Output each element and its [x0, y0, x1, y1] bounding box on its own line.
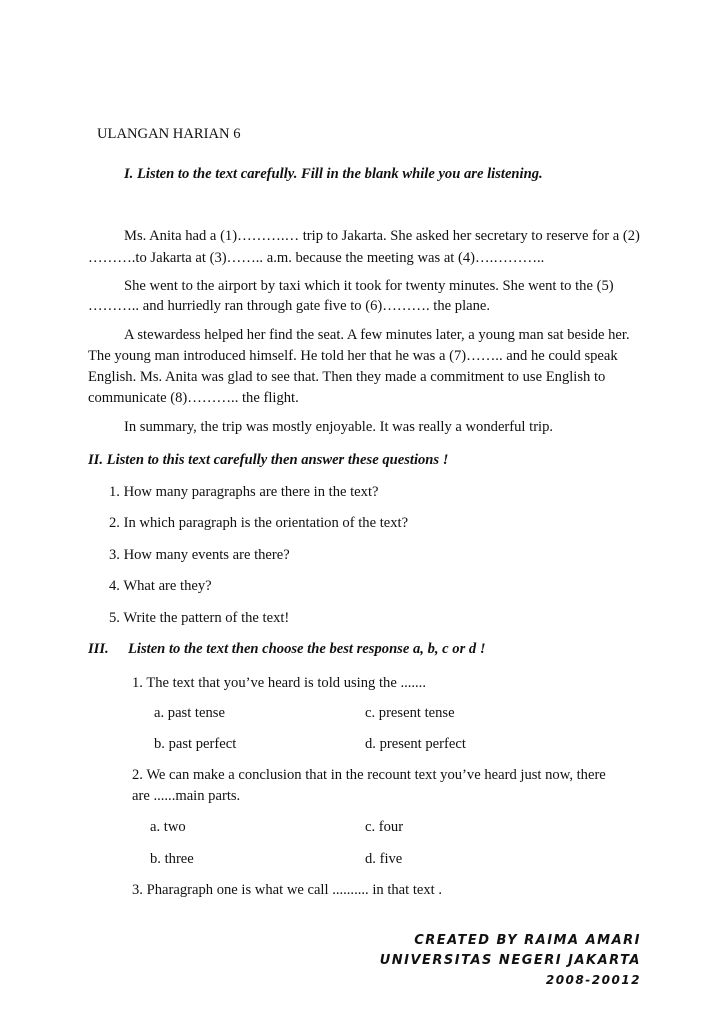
mc-option-d: d. five [365, 851, 403, 867]
page-title: ULANGAN HARIAN 6 [97, 126, 241, 142]
credit-years: 2008-20012 [545, 973, 641, 987]
paragraph-3-line-2: The young man introduced himself. He told her that he was a (7)…….. and he could speak [88, 348, 618, 364]
paragraph-1-line-2: ……….to Jakarta at (3)…….. a.m. because the meeting was at (4)….……….. [88, 250, 545, 266]
paragraph-4: In summary, the trip was mostly enjoyable. It was really a wonderful trip. [124, 419, 554, 435]
paragraph-3-line-3: English. Ms. Anita was glad to see that. Then they made a commitment to use English to [88, 369, 606, 385]
mc-question-2-line-1: 2. We can make a conclusion that in the recount text you’ve heard just now, there [132, 767, 606, 783]
question-item: 5. Write the pattern of the text! [109, 610, 290, 626]
question-item: 3. How many events are there? [109, 547, 290, 563]
section-2-heading: II. Listen to this text carefully then answer these questions ! [88, 452, 449, 468]
mc-option-a: a. past tense [154, 705, 225, 721]
section-1-heading: I. Listen to the text carefully. Fill in the blank while you are listening. [124, 166, 543, 182]
mc-option-a: a. two [150, 819, 186, 835]
paragraph-3-line-1: A stewardess helped her find the seat. A few minutes later, a young man sat beside her. [124, 327, 630, 343]
section-3-heading: Listen to the text then choose the best response a, b, c or d ! [128, 641, 486, 657]
mc-question-3: 3. Pharagraph one is what we call .......... in that text . [132, 882, 443, 898]
credit-university: UNIVERSITAS NEGERI JAKARTA [379, 953, 641, 968]
paragraph-1-line-1: Ms. Anita had a (1)……….… trip to Jakarta. She asked her secretary to reserve for a (2) [124, 228, 640, 244]
mc-question-2-line-2: are ......main parts. [132, 788, 241, 804]
question-item: 2. In which paragraph is the orientation of the text? [109, 515, 409, 531]
mc-option-b: b. past perfect [154, 736, 237, 752]
mc-option-d: d. present perfect [365, 736, 466, 752]
paragraph-2-line-1: She went to the airport by taxi which it took for twenty minutes. She went to the (5) [124, 278, 614, 294]
mc-option-c: c. present tense [365, 705, 455, 721]
section-3-number: III. [88, 641, 109, 657]
mc-option-c: c. four [365, 819, 404, 835]
credit-author: CREATED BY RAIMA AMARI [414, 933, 641, 948]
question-item: 1. How many paragraphs are there in the text? [109, 484, 379, 500]
paragraph-3-line-4: communicate (8)……….. the flight. [88, 390, 299, 406]
mc-question-1: 1. The text that you’ve heard is told using the ....... [132, 675, 426, 691]
question-item: 4. What are they? [109, 578, 212, 594]
paragraph-2-line-2: ……….. and hurriedly ran through gate five to (6)………. the plane. [88, 298, 491, 314]
mc-option-b: b. three [150, 851, 194, 867]
